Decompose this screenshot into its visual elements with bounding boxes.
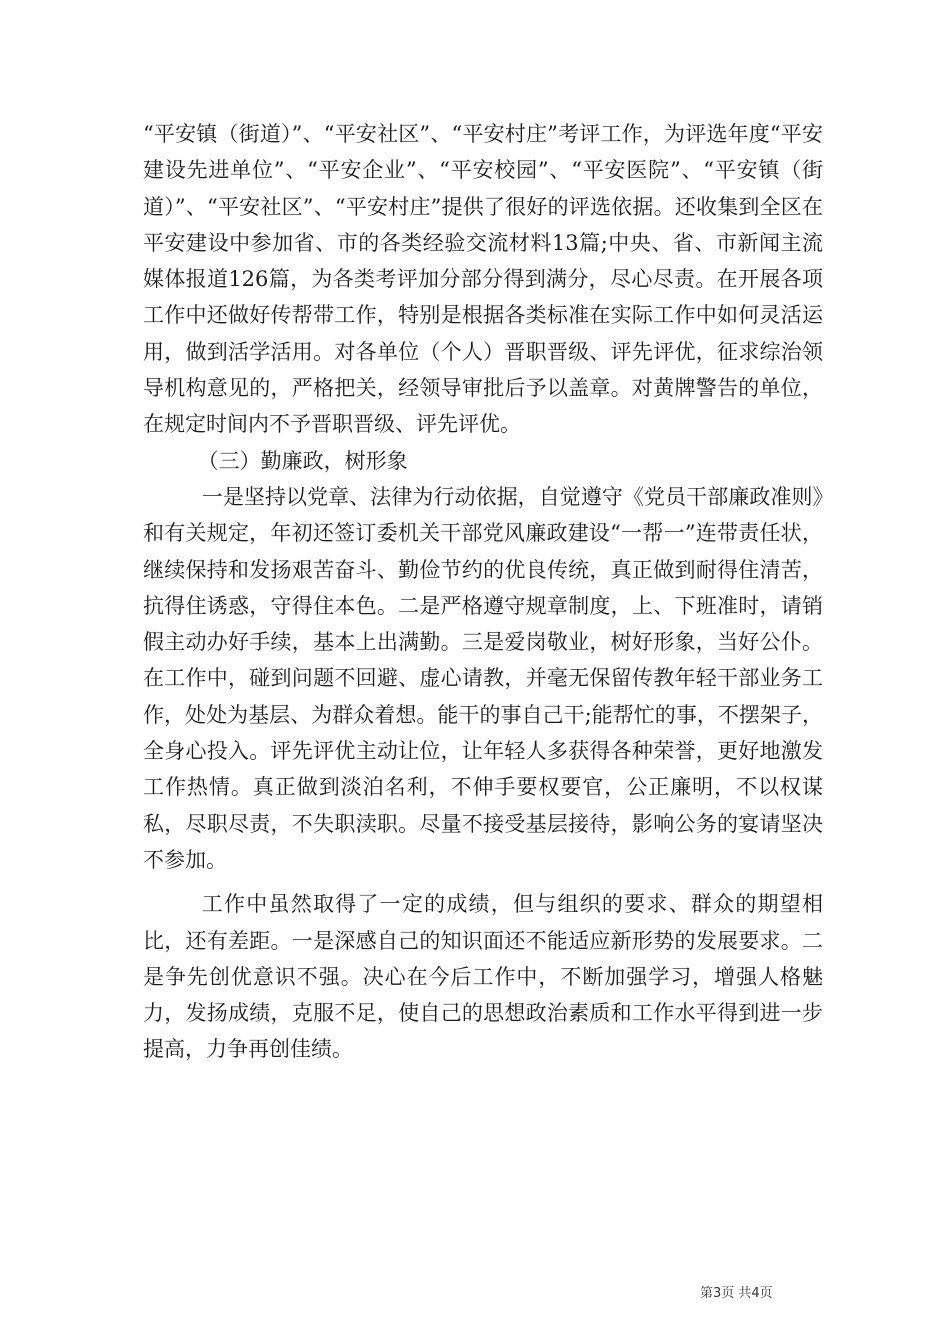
page-number: 第3页 共4页 [700, 1286, 773, 1301]
paragraph-evaluation-work: “平安镇（街道）”、“平安社区”、“平安村庄”考评工作，为评选年度“平安建设先进单位”、“平安企业”、“平安校园”、“平安医院”、“平安镇（街道）”、“平安社区”、“平安村庄”提供了很好的评选依据。还收集到全区在平安建设中参加省、市的各类经验交流材料13篇;中央、省、市新闻主流媒体报道126篇，为各类考评加分部分得到满分，尽心尽责。在开展各项工作中还做好传帮带工作，特别是根据各类标准在实际工作中如何灵活运用，做到活学活用。对各单位（个人）晋职晋级、评先评优，征求综治领导机构意见的，严格把关，经领导审批后予以盖章。对黄牌警告的单位，在规定时间内不予晋职晋级、评先评优。 [143, 122, 823, 437]
document-body [143, 116, 823, 1068]
section-heading: （三）勤廉政，树形象 [197, 448, 408, 473]
paragraph-integrity: 一是坚持以党章、法律为行动依据，自觉遵守《党员干部廉政准则》和有关规定，年初还签订委机关干部党风廉政建设“一帮一”连带责任状，继续保持和发扬艰苦奋斗、勤俭节约的优良传统，真正做到耐得住清苦，抗得住诱惑，守得住本色。二是严格遵守规章制度，上、下班准时，请销假主动办好手续，基本上出满勤。三是爱岗敬业，树好形象，当好公仆。在工作中，碰到问题不回避、虚心请教，并毫无保留传教年轻干部业务工作，处处为基层、为群众着想。能干的事自己干;能帮忙的事，不摆架子，全身心投入。评先评优主动让位，让年轻人多获得各种荣誉，更好地激发工作热情。真正做到淡泊名利，不伸手要权要官，公正廉明，不以权谋私，尽职尽责，不失职渎职。尽量不接受基层接待，影响公务的宴请坚决不参加。 [143, 484, 823, 872]
paragraph-summary: 工作中虽然取得了一定的成绩，但与组织的要求、群众的期望相比，还有差距。一是深感自己的知识面还不能适应新形势的发展要求。二是争先创优意识不强。决心在今后工作中，不断加强学习，增强人格魅力，发扬成绩，克服不足，使自己的思想政治素质和工作水平得到进一步提高，力争再创佳绩。 [143, 892, 823, 1062]
